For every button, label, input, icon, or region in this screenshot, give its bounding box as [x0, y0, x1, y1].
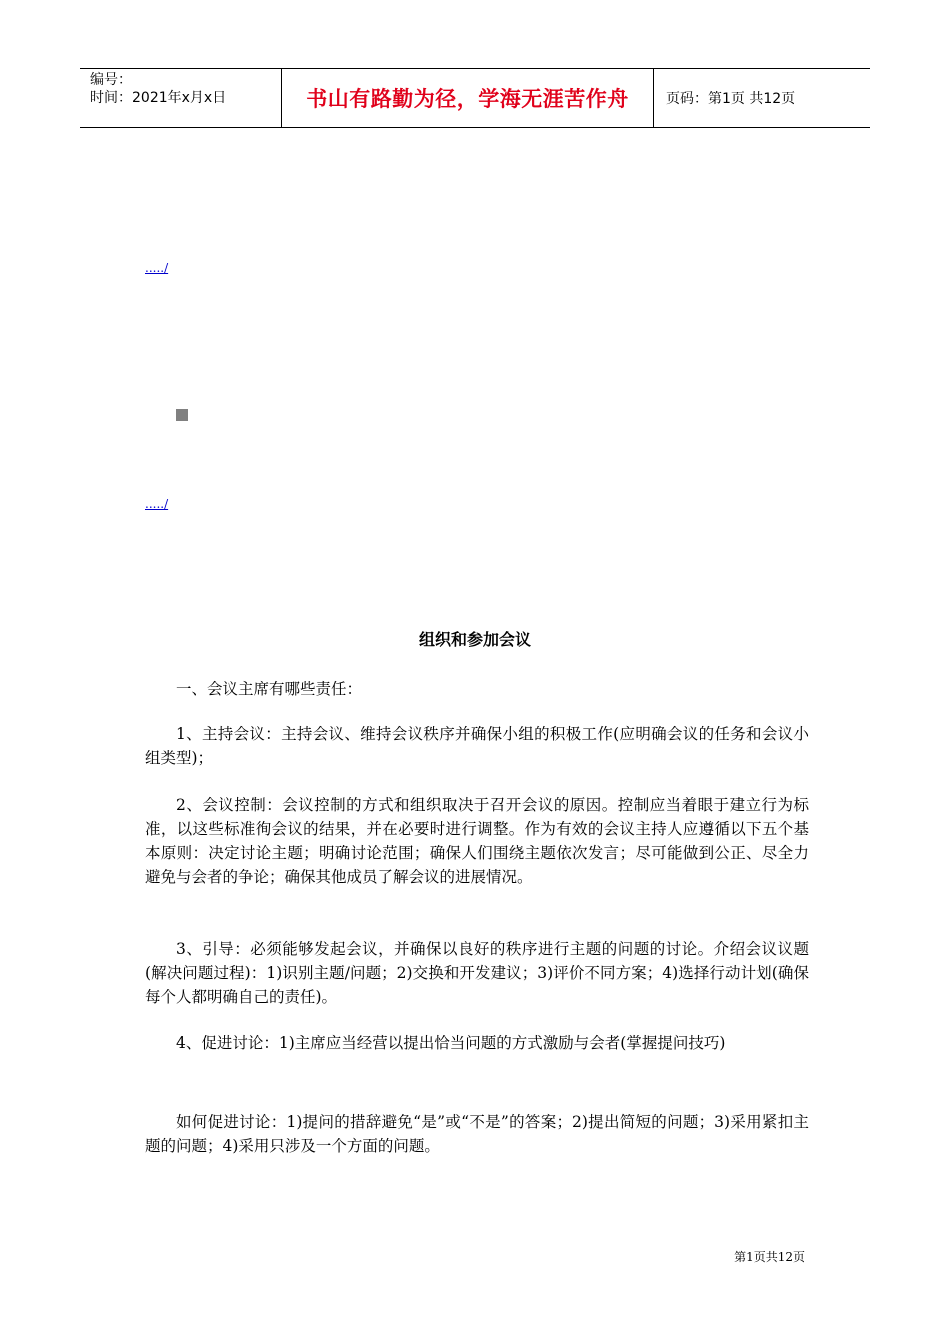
paragraph-3: 2、会议控制：会议控制的方式和组织取决于召开会议的原因。控制应当着眼于建立行为标准，以这些标准徇会议的结果，并在必要时进行调整。作为有效的会议主持人应遵循以下五个基本原则：决定讨论主题；明确讨论范围；确保人们围绕主题依次发言；尽可能做到公正、尽全力避免与会者的争论；确保其他成员了解会议的进展情况。 — [145, 796, 809, 886]
link-1[interactable]: ...../ — [145, 261, 169, 275]
header-motto: 书山有路勤为径，学海无涯苦作舟 — [282, 69, 654, 127]
time-label: 时间：2021年x月x日 — [90, 90, 227, 106]
paragraph-2: 1、主持会议：主持会议、维持会议秩序并确保小组的积极工作(应明确会议的任务和会议小组类型)； — [145, 725, 809, 767]
paragraph-5: 4、促进讨论：1)主席应当经营以提出恰当问题的方式激励与会者(掌握提问技巧) — [176, 1034, 726, 1052]
document-title: 组织和参加会议 — [418, 630, 531, 649]
number-label: 编号： — [90, 72, 132, 88]
header-meta — [80, 69, 282, 127]
link-2[interactable]: ...../ — [145, 497, 169, 511]
paragraph-4: 3、引导：必须能够发起会议，并确保以良好的秩序进行主题的问题的讨论。介绍会议议题(解决问题过程)：1)识别主题/问题；2)交换和开发建议；3)评价不同方案；4)选择行动计划(确保每个人都明确自己的责任)。 — [145, 940, 809, 1006]
paragraph-6: 如何促进讨论：1)提问的措辞避免“是”或“不是”的答案；2)提出简短的问题；3)采用紧扣主题的问题；4)采用只涉及一个方面的问题。 — [145, 1113, 809, 1155]
square-bullet-icon — [176, 409, 188, 421]
page-footer: 第1页共12页 — [734, 1250, 805, 1264]
paragraph-1: 一、会议主席有哪些责任： — [176, 680, 363, 698]
page-header — [80, 68, 870, 128]
header-page-label: 页码：第1页 共12页 — [666, 91, 796, 107]
